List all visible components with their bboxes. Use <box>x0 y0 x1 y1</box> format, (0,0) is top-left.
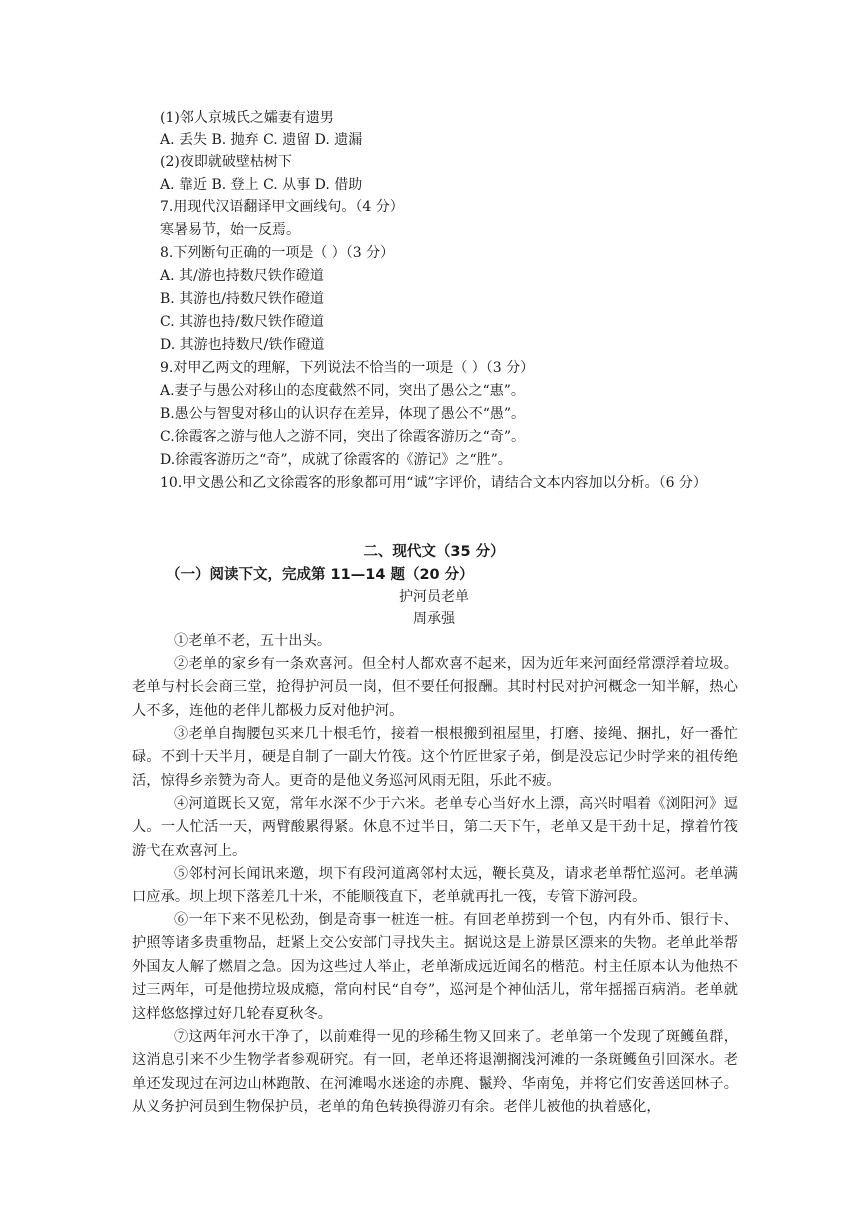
paragraph-6: ⑥一年下来不见松劲，倒是奇事一桩连一桩。有回老单捞到一个包，内有外币、银行卡、护照等诸多贵重物品，赶紧上交公安部门寻找失主。据说这是上游景区漂来的失物。老单此举帮外国友人解了燃眉之急。因为这些过人举止，老单渐成远近闻名的楷范。村主任原本认为他热不过三两年，可是他捞垃圾成瘾，常向村民“自夸”，巡河是个神仙活儿，常年摇摇百病消。老单就这样悠悠撑过好几轮春夏秋冬。 <box>132 912 738 1022</box>
paragraph-5: ⑤邻村河长闻讯来邀，坝下有段河道离邻村太远，鞭长莫及，请求老单帮忙巡河。老单满口应承。坝上坝下落差几十米，不能顺筏直下，老单就再扎一筏，专管下游河段。 <box>132 866 738 906</box>
paragraph-1: ①老单不老，五十出头。 <box>174 633 332 649</box>
question-6-item-1: (1)邻人京城氏之孀妻有遗男 <box>160 110 334 126</box>
question-9-option-c: C.徐霞客之游与他人之游不同，突出了徐霞客游历之“奇”。 <box>160 429 525 445</box>
question-8-option-d: D. 其游也持数尺/铁作磴道 <box>160 337 325 353</box>
paragraph-7: ⑦这两年河水干净了，以前难得一见的珍稀生物又回来了。老单第一个发现了斑鳠鱼群，这消息引来不少生物学者参观研究。有一回，老单还将退潮搁浅河滩的一条斑鳠鱼引回深水。老单还发现过在河边山林跑散、在河滩喝水迷途的赤麂、鬣羚、华南兔，并将它们安善送回林子。从义务护河员到生物保护员，老单的角色转换得游刃有余。老伴儿被他的执着感化， <box>132 1029 738 1116</box>
question-9-option-a: A.妻子与愚公对移山的态度截然不同，突出了愚公之“惠”。 <box>160 383 525 399</box>
question-8-option-c: C. 其游也持/数尺铁作磴道 <box>160 314 324 330</box>
question-6-item-1-options: A. 丢失 B. 抛弃 C. 遗留 D. 遗漏 <box>160 132 363 148</box>
question-8-option-b: B. 其游也/持数尺铁作磴道 <box>160 291 324 307</box>
question-6-item-2-options: A. 靠近 B. 登上 C. 从事 D. 借助 <box>160 177 363 193</box>
question-7: 7.用现代汉语翻译甲文画线句。（4 分） <box>160 199 404 215</box>
question-8: 8.下列断句正确的一项是（ ）（3 分） <box>160 245 395 261</box>
question-6-item-2: (2)夜即就破壁枯树下 <box>160 154 292 170</box>
paragraph-2: ②老单的家乡有一条欢喜河。但全村人都欢喜不起来，因为近年来河面经常漂浮着垃圾。老单与村长会商三堂，抢得护河员一岗，但不要任何报酬。其时村民对护河概念一知半解，热心人不多，连他的老伴儿都极力反对他护河。 <box>132 656 738 719</box>
question-9-option-d: D.徐霞客游历之“奇”，成就了徐霞客的《游记》之“胜”。 <box>160 452 512 468</box>
question-8-option-a: A. 其/游也持数尺铁作磴道 <box>160 268 324 284</box>
question-10: 10.甲文愚公和乙文徐霞客的形象都可用“诚”字评价，请结合文本内容加以分析。（6 分） <box>160 475 707 491</box>
question-9-option-b: B.愚公与智叟对移山的认识存在差异，体现了愚公不“愚”。 <box>160 406 526 422</box>
section-title: 二、现代文（35 分） <box>363 544 505 560</box>
paragraph-4: ④河道既长又宽，常年水深不少于六米。老单专心当好水上漂，高兴时唱着《浏阳河》逗人。一人忙活一天，两臂酸累得紧。休息不过半日，第二天下午，老单又是干劲十足，撑着竹筏游弋在欢喜河上。 <box>132 796 738 859</box>
question-7-text: 寒暑易节，始一反焉。 <box>160 222 300 238</box>
article-title: 护河员老单 <box>399 589 469 605</box>
section-subtitle: （一）阅读下文，完成第 11—14 题（20 分） <box>166 567 474 583</box>
article-author: 周承强 <box>413 611 455 627</box>
paragraph-3: ③老单自掏腰包买来几十根毛竹，接着一根根搬到祖屋里，打磨、接绳、捆扎，好一番忙碌。不到十天半月，硬是自制了一副大竹筏。这个竹匠世家子弟，倒是没忘记少时学来的祖传绝活，惊得乡亲赞为奇人。更奇的是他义务巡河风雨无阻，乐此不疲。 <box>132 726 738 789</box>
question-9: 9.对甲乙两文的理解，下列说法不恰当的一项是（ ）（3 分） <box>160 360 535 376</box>
